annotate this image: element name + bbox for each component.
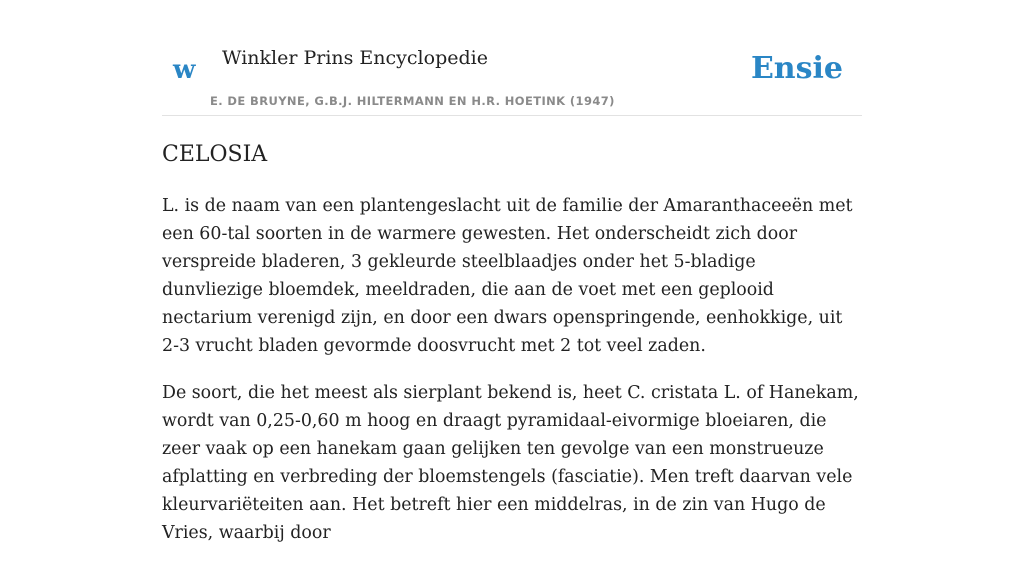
source-logo[interactable]: w <box>173 55 196 85</box>
brand-logo[interactable]: Ensie <box>750 51 843 86</box>
page-container <box>162 0 862 543</box>
article-title: CELOSIA <box>162 142 268 167</box>
source-title[interactable]: Winkler Prins Encyclopedie <box>222 47 488 69</box>
source-header <box>162 0 862 116</box>
article-paragraph: L. is de naam van een plantengeslacht uit de familie der Amaranthaceeën met een 60-tal soorten in de warmere gewesten. Het onderscheidt zich door verspreide bladeren, 3 gekleurde steelblaadjes onder het 5-bladige dunvliezige bloemdek, meeldraden, die aan de voet met een geplooid nectarium verenigd zijn, en door een dwars openspringende, eenhokkige, uit 2-3 vrucht bladen gevormde doosvrucht met 2 tot veel zaden. <box>162 196 853 356</box>
article-body <box>162 192 862 566</box>
article-paragraph: De soort, die het meest als sierplant bekend is, heet C. cristata L. of Hanekam, wordt van 0,25-0,60 m hoog en draagt pyramidaal-eivormige bloeiaren, die zeer vaak op een hanekam gaan gelijken ten gevolge van een monstrueuze afplatting en verbreding der bloemstengels (fasciatie). Men treft daarvan vele kleurvariëteiten aan. Het betreft hier een middelras, in de zin van Hugo de Vries, waarbij door <box>162 383 859 543</box>
source-authors: E. DE BRUYNE, G.B.J. HILTERMANN EN H.R. HOETINK (1947) <box>210 94 615 108</box>
